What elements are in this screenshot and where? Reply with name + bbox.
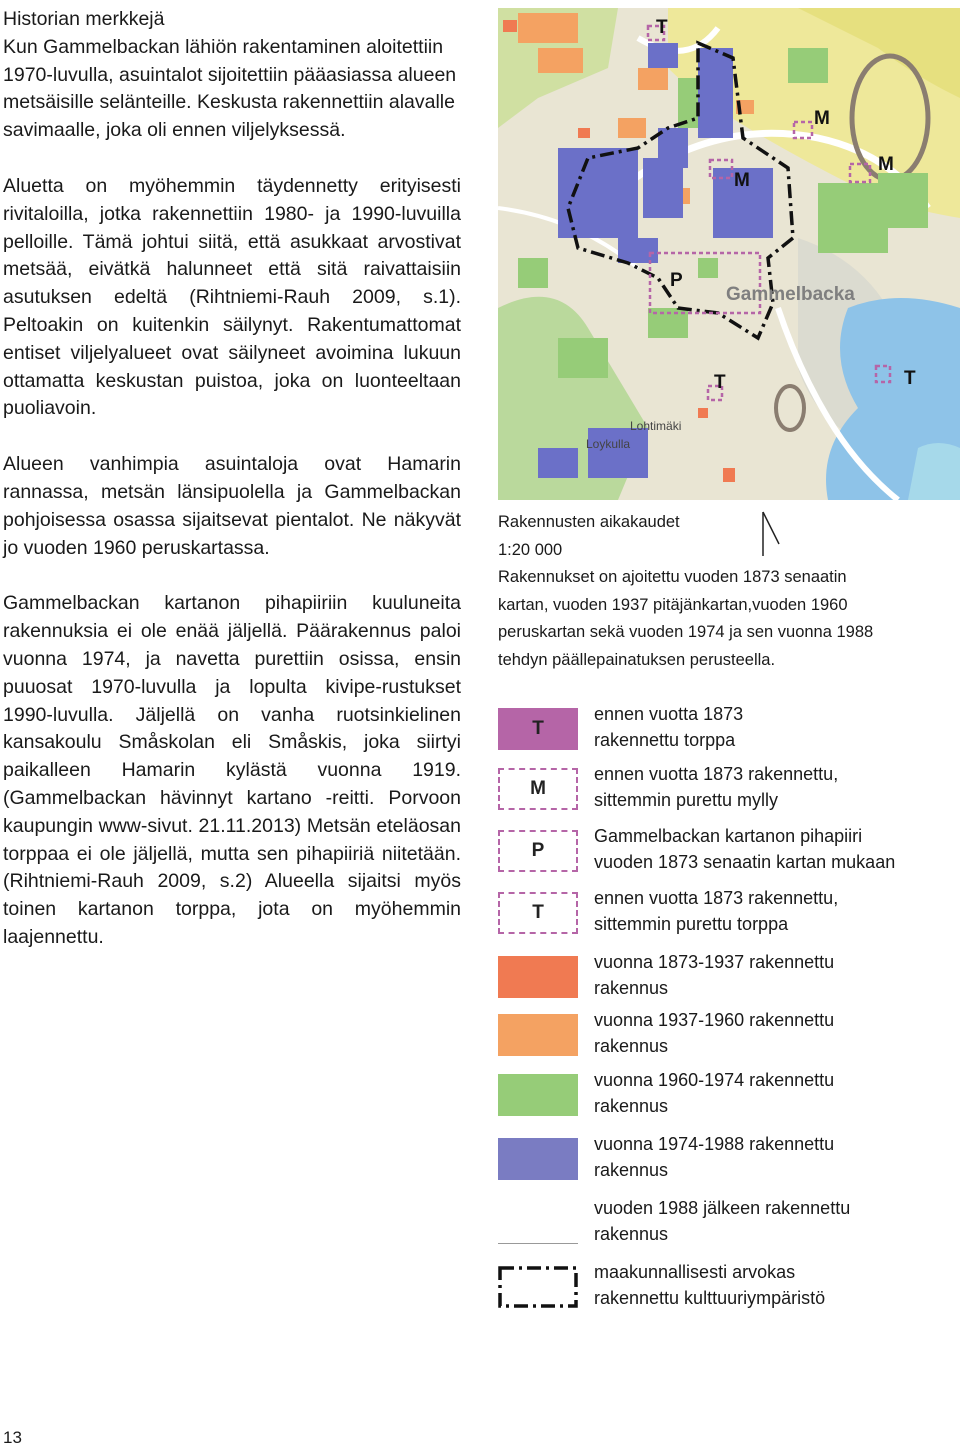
legend-label-line-1: Gammelbackan kartanon pihapiiri (594, 826, 863, 846)
legend-label (594, 950, 954, 1001)
legend-label (594, 762, 954, 813)
north-arrow-icon (757, 510, 787, 558)
legend-swatch (498, 1266, 578, 1308)
legend-item (498, 888, 958, 942)
map-place-loykulla: Loykulla (586, 437, 631, 451)
paragraph-3: Alueen vanhimpia asuintaloja ovat Hamarin rannassa, metsän länsipuolella ja Gammelbackan pohjoisessa osassa sijaitsevat pientalot. Ne näkyvät jo vuoden 1960 peruskartassa. (3, 453, 461, 559)
legend-item (498, 764, 958, 818)
legend-label-line-2: rakennus (594, 977, 669, 998)
legend-label-line-1: vuonna 1974-1988 rakennettu (594, 1134, 835, 1154)
legend-label (594, 702, 954, 753)
legend-letter: M (530, 778, 546, 799)
map-place-lohtimaki: Lohtimäki (630, 419, 682, 433)
caption-line-1: Rakennukset on ajoitettu vuoden 1873 senaatin (498, 568, 847, 587)
map-caption (498, 509, 953, 675)
legend-label-line-1: vuoden 1988 jälkeen rakennettu (594, 1198, 851, 1218)
caption-line-4: tehdyn päällepainatuksen perusteella. (498, 650, 776, 669)
section-heading: Historian merkkejä (3, 8, 165, 30)
legend-label (594, 1196, 954, 1247)
legend-label-line-2: sittemmin purettu mylly (594, 789, 779, 810)
legend-label-line-2: sittemmin purettu torppa (594, 913, 789, 934)
page-number: 13 (3, 1428, 22, 1447)
map-label-t-south: T (714, 372, 726, 393)
legend-label (594, 1132, 954, 1183)
caption-line-2: kartan, vuoden 1937 pitäjänkartan,vuoden 1960 (498, 595, 848, 614)
map-place-gammelbacka: Gammelbacka (726, 284, 855, 305)
legend-swatch (498, 1014, 578, 1056)
caption-line-3: peruskartan sekä vuoden 1974 ja sen vuonna 1988 (498, 623, 874, 642)
legend-item (498, 826, 958, 880)
legend-label (594, 1068, 954, 1119)
legend-item (498, 1134, 958, 1188)
legend-label (594, 1008, 954, 1059)
legend-swatch (498, 708, 578, 750)
legend-item (498, 1010, 958, 1064)
legend-swatch (498, 768, 578, 810)
legend-label (594, 824, 954, 875)
legend-label-line-2: rakennus (594, 1223, 669, 1244)
legend-item (498, 1262, 958, 1316)
body-text-column (3, 6, 461, 980)
caption-scale: 1:20 000 (498, 540, 563, 559)
legend-letter: T (532, 718, 544, 739)
legend-letter: T (532, 902, 544, 923)
paragraph-4: Gammelbackan kartanon pihapiiriin kuuluneita rakennuksia ei ole enää jäljellä. Päärakennus paloi vuonna 1974, ja navetta purettiin osissa, ensin puuosat 1970-luvulla ja lopulta kivipe-rustukset 1990-luvulla. Jäljellä on vanha ruotsinkielinen kansakoulu Småskolan eli Småskis, joka siirtyi paikalleen Hamarin kylästä vuonna 1919. (Gammelbackan hävinnyt kartano -reitti. Porvoon kaupungin www-sivut. 21.11.2013) Metsän eteläosan torppaa ei ole jäljellä, mutta sen pihapiiriä niitetään. (Rihtniemi-Rauh 2009, s.2) Alueella sijaitsi myös toinen kartanon torppa, jota on myöhemmin laajennettu. (3, 592, 461, 948)
legend-label-line-2: rakennettu torppa (594, 729, 736, 750)
legend-label-line-1: ennen vuotta 1873 rakennettu, (594, 764, 839, 784)
caption-title: Rakennusten aikakaudet (498, 513, 680, 531)
legend-item (498, 952, 958, 1006)
paragraph-2: Aluetta on myöhemmin täydennetty erityisesti rivitaloilla, jotka rakennettiin 1980- ja 1990-luvuilla pelloille. Tämä johtui siitä, että asukkaat arvostivat metsää, eivätkä halunneet että sitä raivattaisiin asutuksen edeltä (Rihtniemi-Rauh 2009, s.1). Peltoakin on kuitenkin säilynyt. Rakentumattomat entiset viljelyalueet ovat säilyneet avoimina lukuun ottamatta keskustan puistoa, joka on luonteeltaan puoliavoin. (3, 174, 461, 420)
legend-label-line-2: vuoden 1873 senaatin kartan mukaan (594, 851, 896, 872)
legend-label (594, 1260, 954, 1311)
map-label-t-north: T (656, 17, 668, 38)
legend-item (498, 1198, 958, 1252)
map-label-m-east: M (814, 108, 830, 129)
legend-label-line-1: maakunnallisesti arvokas (594, 1262, 796, 1282)
legend-label-line-1: vuonna 1960-1974 rakennettu (594, 1070, 835, 1090)
legend-label-line-2: rakennus (594, 1159, 669, 1180)
legend-label-line-1: vuonna 1937-1960 rakennettu (594, 1010, 835, 1030)
map-label-t-east: T (904, 368, 916, 389)
legend-item (498, 1070, 958, 1124)
legend-label-line-1: ennen vuotta 1873 (594, 704, 744, 724)
legend-swatch (498, 892, 578, 934)
legend-label-line-2: rakennus (594, 1035, 669, 1056)
building-age-map (498, 8, 960, 500)
legend-item (498, 704, 958, 758)
legend-label-line-2: rakennettu kulttuuriympäristö (594, 1287, 826, 1308)
legend-swatch (498, 1074, 578, 1116)
map-label-m-center: M (734, 170, 750, 191)
legend-swatch (498, 1138, 578, 1180)
legend-label (594, 886, 954, 937)
legend-label-line-2: rakennus (594, 1095, 669, 1116)
map-label-p: P (670, 270, 683, 291)
legend-swatch (498, 956, 578, 998)
legend-letter: P (531, 840, 545, 861)
legend-swatch (498, 1202, 578, 1244)
legend-label-line-1: ennen vuotta 1873 rakennettu, (594, 888, 839, 908)
paragraph-1: Kun Gammelbackan lähiön rakentaminen aloitettiin 1970-luvulla, asuintalot sijoitettiin pääasiassa alueen metsäisille selänteille. Keskusta rakennettiin alavalle savimaalle, joka oli ennen viljelyksessä. (3, 35, 457, 142)
map-label-m-far-east: M (878, 154, 894, 175)
legend-label-line-1: vuonna 1873-1937 rakennettu (594, 952, 835, 972)
legend-swatch (498, 830, 578, 872)
